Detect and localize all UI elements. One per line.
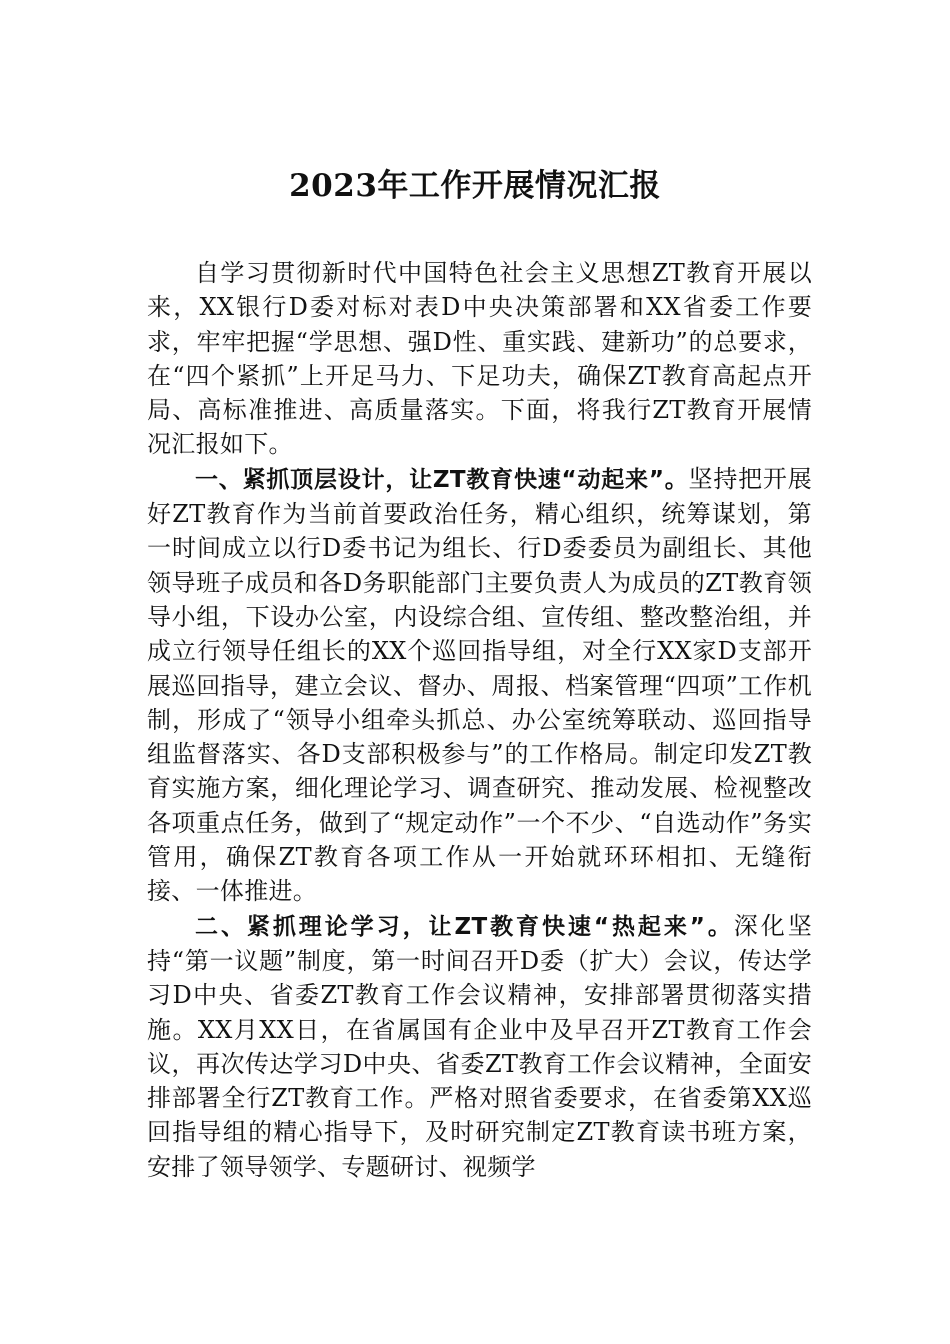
section-body-2: 深化坚持“第一议题”制度，第一时间召开D委（扩大）会议，传达学习D中央、省委ZT教育工作会议精神，安排部署贯彻落实措施。XX月XX日，在省属国有企业中及早召开ZT教育工作会议，再次传达学习D中央、省委ZT教育工作会议精神，全面安排部署全行ZT教育工作。严格对照省委要求，在省委第XX巡回指导组的精心指导下，及时研究制定ZT教育读书班方案，安排了领导领学、专题研讨、视频学 [147,911,812,1181]
document-body [147,256,812,1184]
section-paragraph-2 [147,909,812,1184]
section-heading-1: 一、紧抓顶层设计，让ZT教育快速“动起来”。 [195,466,689,493]
section-paragraph-1 [147,462,812,909]
section-heading-2: 二、紧抓理论学习，让ZT教育快速“热起来”。 [195,913,734,940]
intro-paragraph: 自学习贯彻新时代中国特色社会主义思想ZT教育开展以来，XX银行D委对标对表D中央决策部署和XX省委工作要求，牢牢把握“学思想、强D性、重实践、建新功”的总要求，在“四个紧抓”上开足马力、下足功夫，确保ZT教育高起点开局、高标准推进、高质量落实。下面，将我行ZT教育开展情况汇报如下。 [147,259,812,459]
document-title: 2023年工作开展情况汇报 [289,168,661,204]
section-body-1: 坚持把开展好ZT教育作为当前首要政治任务，精心组织，统筹谋划，第一时间成立以行D委书记为组长、行D委委员为副组长、其他领导班子成员和各D务职能部门主要负责人为成员的ZT教育领导小组，下设办公室，内设综合组、宣传组、整改整治组，并成立行领导任组长的XX个巡回指导组，对全行XX家D支部开展巡回指导，建立会议、督办、周报、档案管理“四项”工作机制，形成了“领导小组牵头抓总、办公室统筹联动、巡回指导组监督落实、各D支部积极参与”的工作格局。制定印发ZT教育实施方案，细化理论学习、调查研究、推动发展、检视整改各项重点任务，做到了“规定动作”一个不少、“自选动作”务实管用，确保ZT教育各项工作从一开始就环环相扣、无缝衔接、一体推进。 [147,464,812,906]
